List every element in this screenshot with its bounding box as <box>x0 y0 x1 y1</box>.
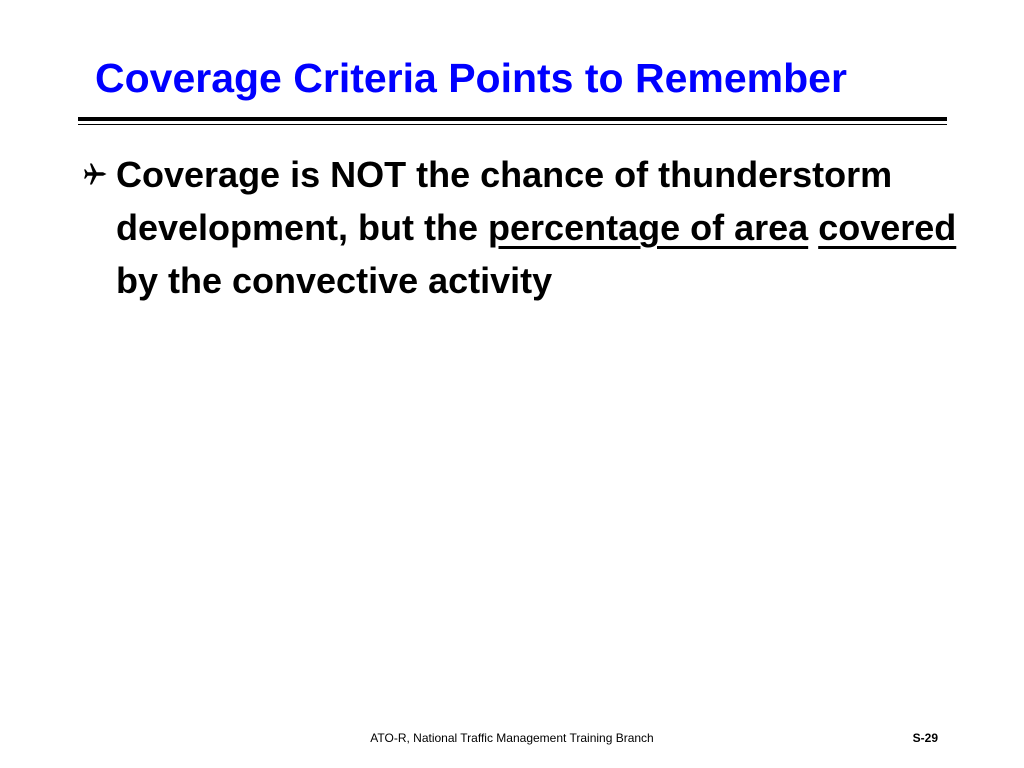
bullet-text-before: Coverage is NOT the chance of thunderstorm development, but the <box>116 154 893 248</box>
underlined-phrase-covered: covered <box>818 207 957 248</box>
slide-title: Coverage Criteria Points to Remember <box>95 55 847 101</box>
bullet-space <box>808 207 818 248</box>
airplane-icon <box>82 160 110 188</box>
bullet-text <box>116 148 986 307</box>
bullet-text-after: by the convective activity <box>116 260 553 301</box>
underlined-phrase-percentage: percentage of area <box>488 207 809 248</box>
title-divider-thick <box>78 117 947 121</box>
footer-organization: ATO-R, National Traffic Management Training Branch <box>370 731 654 745</box>
page-number: S-29 <box>912 731 938 745</box>
title-divider-thin <box>78 124 947 125</box>
